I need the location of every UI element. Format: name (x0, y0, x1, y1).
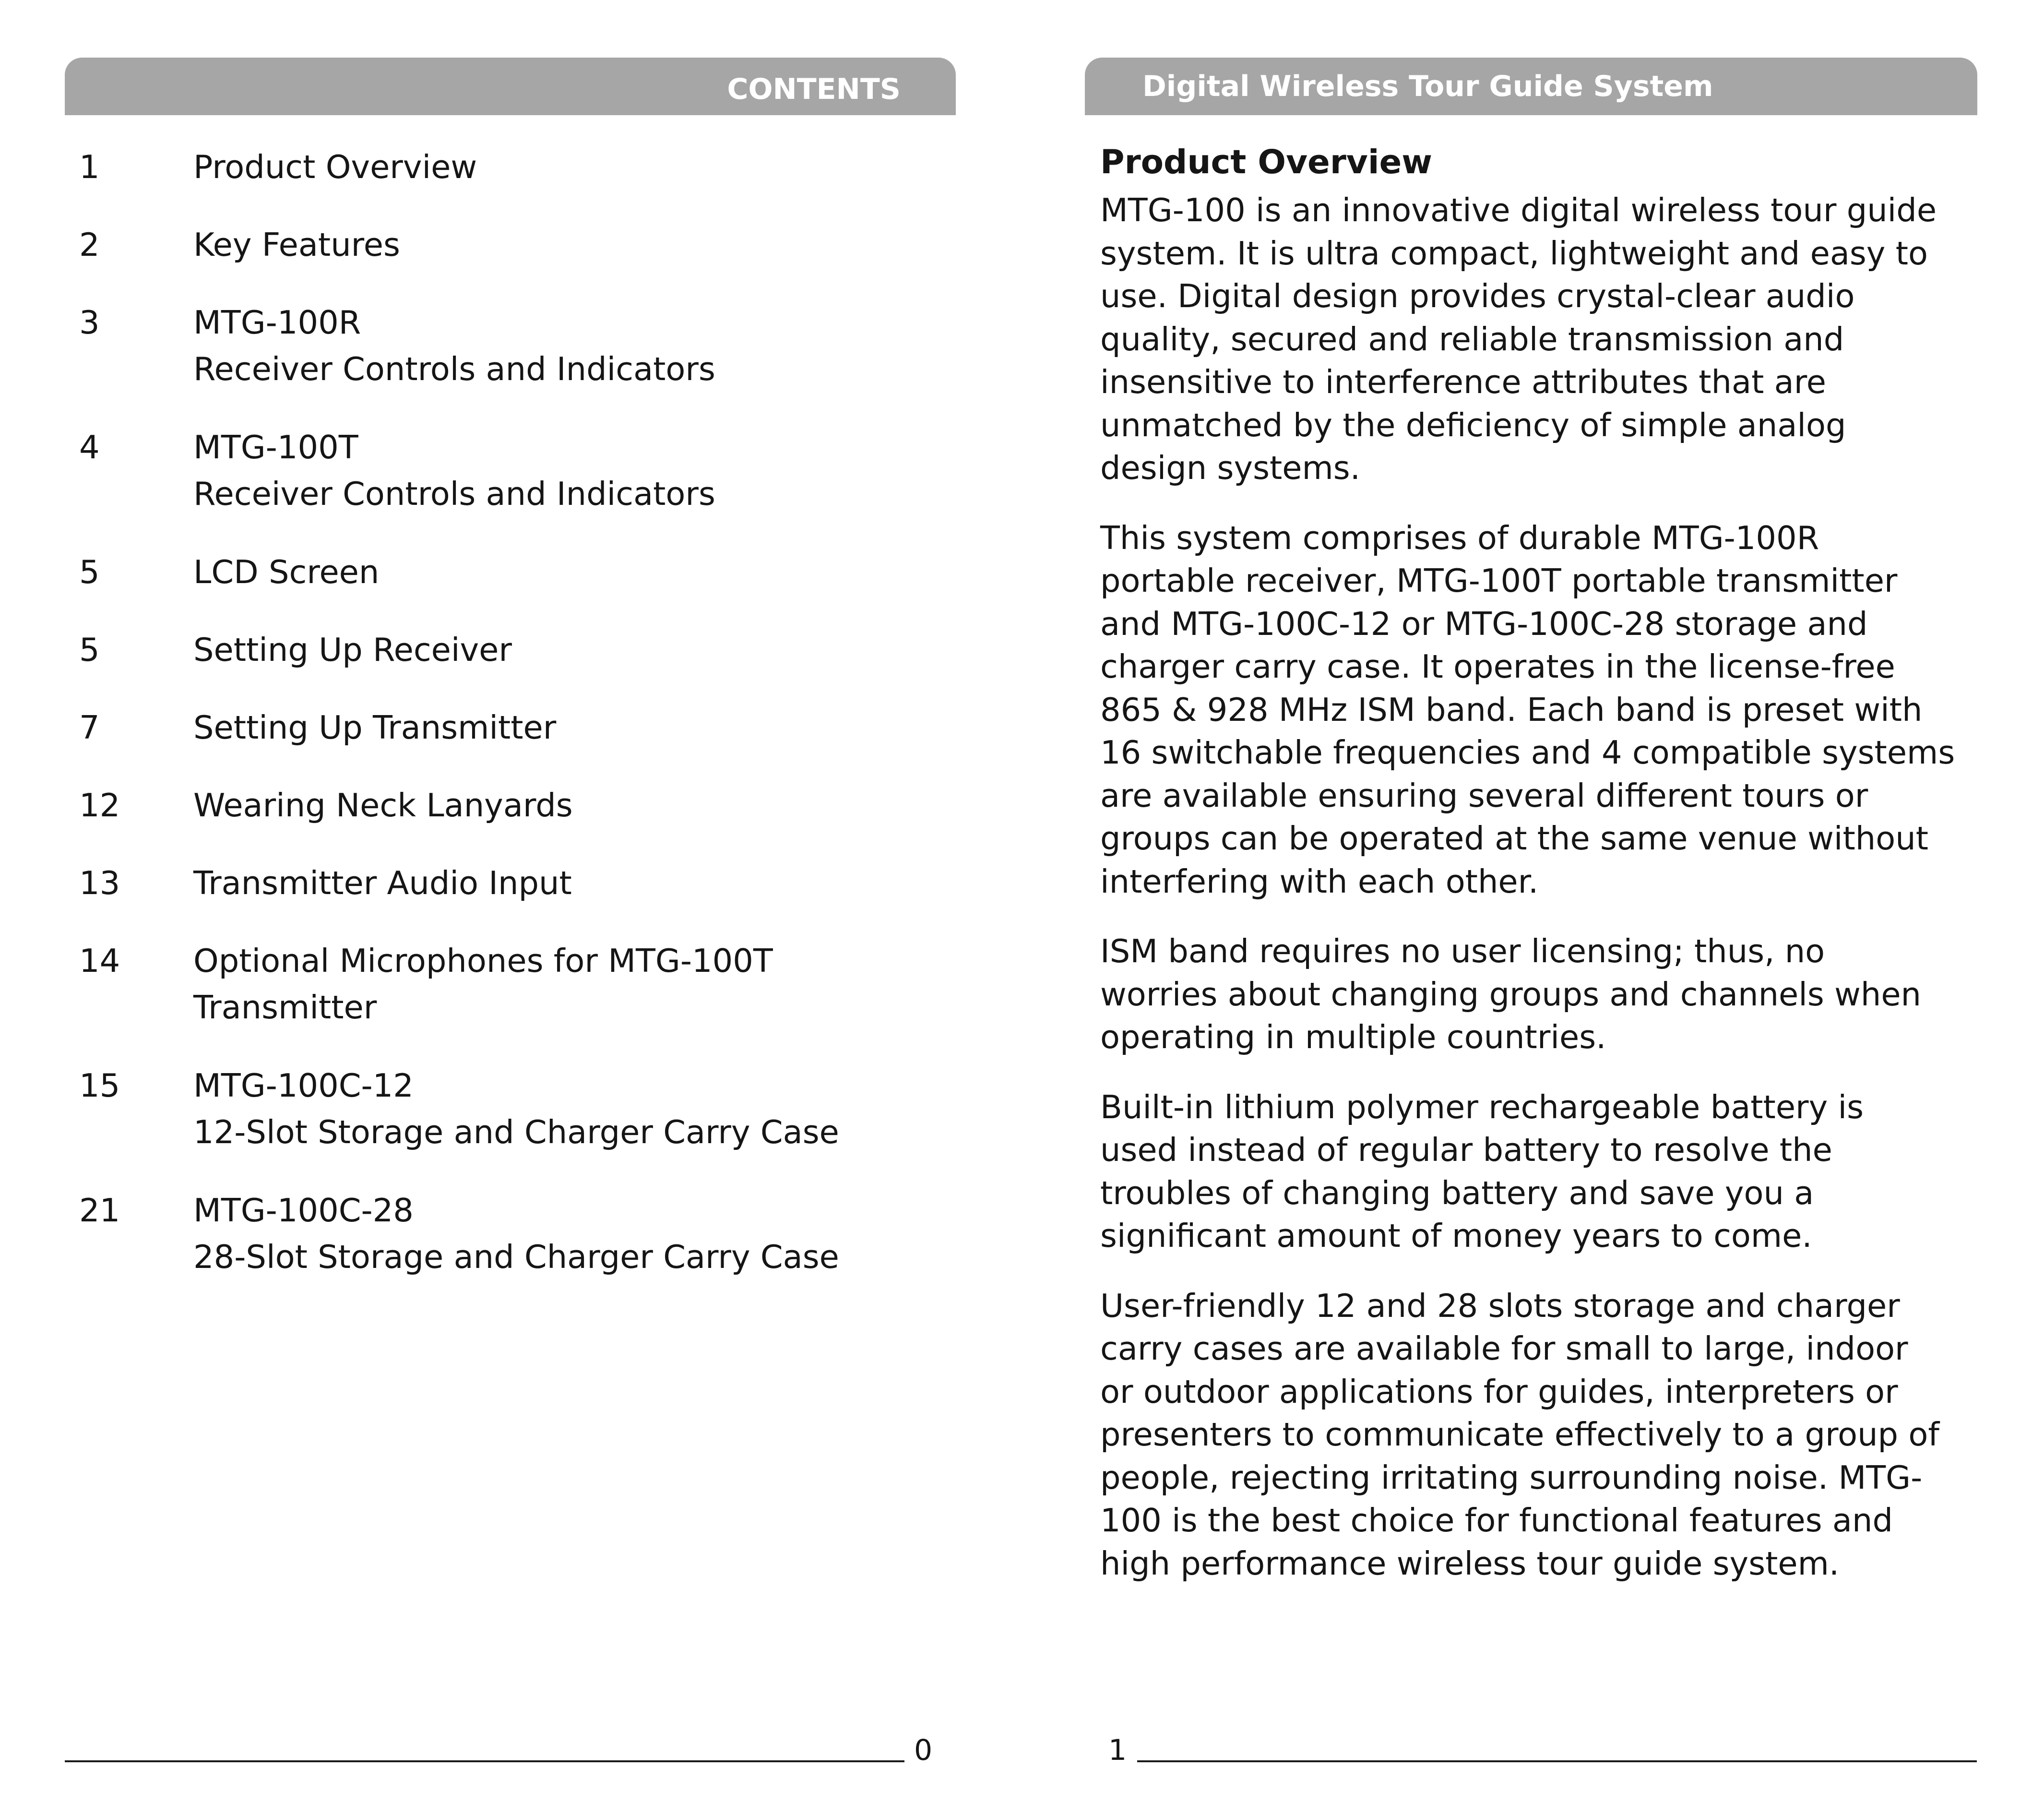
toc-title-line: Transmitter Audio Input (193, 864, 572, 902)
text-line: User-friendly 12 and 28 slots storage and charger (1100, 1287, 1900, 1325)
text-line: 16 switchable frequencies and 4 compatible systems (1100, 734, 1955, 771)
toc-title-line: Receiver Controls and Indicators (193, 475, 715, 513)
text-line: 100 is the best choice for functional features and (1100, 1502, 1893, 1539)
toc-page-number: 4 (79, 429, 100, 466)
toc-title-line: MTG-100T (193, 429, 358, 466)
toc-title-line: MTG-100C-28 (193, 1192, 414, 1229)
text-line: system. It is ultra compact, lightweight and easy to (1100, 234, 1928, 272)
toc-title-line: Optional Microphones for MTG-100T (193, 942, 773, 980)
toc-title-line: LCD Screen (193, 553, 380, 591)
text-line: This system comprises of durable MTG-100R (1100, 519, 1819, 557)
footer-rule (65, 1760, 904, 1762)
toc-title (193, 938, 961, 1031)
text-line: charger carry case. It operates in the license-free (1100, 648, 1895, 685)
toc-title (193, 1063, 961, 1156)
toc-page-number: 12 (79, 787, 120, 824)
toc-page-number: 7 (79, 709, 100, 746)
toc-title-line: Product Overview (193, 148, 477, 186)
text-line: and MTG-100C-12 or MTG-100C-28 storage and (1100, 605, 1868, 643)
text-line: use. Digital design provides crystal-clear audio (1100, 277, 1855, 315)
paragraph (1100, 517, 1978, 904)
paragraph (1100, 189, 1978, 490)
toc-title (193, 299, 961, 393)
text-line: portable receiver, MTG-100T portable transmitter (1100, 562, 1898, 599)
text-line: are available ensuring several different tours or (1100, 777, 1868, 814)
toc-page-number: 14 (79, 942, 120, 980)
text-line: groups can be operated at the same venue without (1100, 820, 1928, 857)
toc-page-number: 13 (79, 864, 120, 902)
paragraph (1100, 1086, 1978, 1258)
page-number: 1 (1108, 1733, 1127, 1767)
text-line: Built-in lithium polymer rechargeable battery is (1100, 1088, 1864, 1126)
toc-title (193, 424, 961, 517)
paragraph (1100, 930, 1978, 1059)
text-line: operating in multiple countries. (1100, 1018, 1606, 1056)
right-page (1022, 0, 2044, 1816)
text-line: significant amount of money years to come. (1100, 1217, 1812, 1254)
toc-page-number: 21 (79, 1192, 120, 1229)
toc-title-line: Wearing Neck Lanyards (193, 787, 573, 824)
product-overview-section (1100, 139, 1978, 1612)
text-line: people, rejecting irritating surrounding noise. MTG- (1100, 1458, 1923, 1496)
toc-title (193, 860, 961, 907)
toc-title-line: MTG-100R (193, 304, 361, 341)
contents-header: CONTENTS (65, 58, 956, 115)
text-line: insensitive to interference attributes that are (1100, 363, 1826, 401)
text-line: high performance wireless tour guide system. (1100, 1544, 1840, 1582)
text-line: interfering with each other. (1100, 862, 1539, 900)
text-line: presenters to communicate effectively to a group of (1100, 1416, 1939, 1453)
page-number: 0 (914, 1733, 933, 1767)
toc-title (193, 1187, 961, 1280)
toc-title (193, 782, 961, 829)
text-line: MTG-100 is an innovative digital wireless tour guide (1100, 191, 1937, 229)
footer-rule (1137, 1760, 1977, 1762)
text-line: used instead of regular battery to resolve the (1100, 1131, 1832, 1169)
text-line: ISM band requires no user licensing; thus, no (1100, 932, 1825, 970)
toc-title (193, 144, 961, 191)
text-line: design systems. (1100, 449, 1360, 487)
text-line: quality, secured and reliable transmission and (1100, 320, 1844, 358)
toc-title (193, 222, 961, 268)
toc-title-line: Key Features (193, 226, 400, 263)
toc-page-number: 1 (79, 148, 100, 186)
toc-title-line: Setting Up Transmitter (193, 709, 557, 746)
toc-page-number: 3 (79, 304, 100, 341)
text-line: or outdoor applications for guides, interpreters or (1100, 1373, 1898, 1410)
text-line: worries about changing groups and channels when (1100, 975, 1922, 1013)
text-line: troubles of changing battery and save you a (1100, 1174, 1814, 1212)
toc-title-line: 28-Slot Storage and Charger Carry Case (193, 1238, 839, 1276)
toc-title-line: Transmitter (193, 989, 377, 1026)
toc-page-number: 5 (79, 553, 100, 591)
toc-page-number: 2 (79, 226, 100, 263)
toc-title-line: Setting Up Receiver (193, 631, 512, 669)
toc-title-line: Receiver Controls and Indicators (193, 350, 715, 388)
toc-title-line: 12-Slot Storage and Charger Carry Case (193, 1113, 839, 1151)
document-title-header: Digital Wireless Tour Guide System (1085, 58, 1977, 115)
toc-title (193, 549, 961, 596)
text-line: unmatched by the deficiency of simple analog (1100, 406, 1846, 444)
toc-title (193, 705, 961, 751)
toc-page-number: 15 (79, 1067, 120, 1104)
paragraph (1100, 1285, 1978, 1586)
toc-title-line: MTG-100C-12 (193, 1067, 414, 1104)
section-heading: Product Overview (1100, 143, 1433, 181)
text-line: carry cases are available for small to large, indoor (1100, 1330, 1908, 1367)
toc-page-number: 5 (79, 631, 100, 669)
text-line: 865 & 928 MHz ISM band. Each band is preset with (1100, 691, 1923, 729)
toc-title (193, 627, 961, 673)
